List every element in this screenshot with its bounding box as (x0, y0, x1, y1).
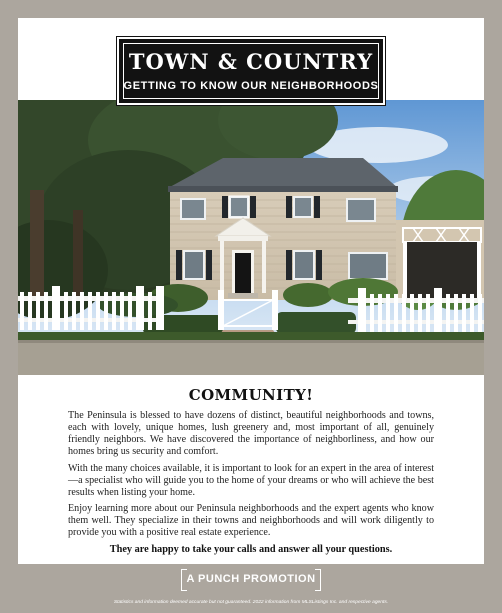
disclaimer: Statistics and information deemed accurate but not guaranteed. 2022 information from MLSListings Inc. and respective agents. (113, 600, 389, 605)
promo-label: A PUNCH PROMOTION (186, 573, 316, 585)
article-heading: COMMUNITY! (188, 386, 314, 404)
masthead-subtitle: GETTING TO KNOW OUR NEIGHBORHOODS (123, 80, 379, 92)
right-bracket-icon (315, 569, 321, 591)
article-paragraph-3: Enjoy learning more about our Peninsula neighborhoods and the expert agents who know them well. They specialize in their towns and neighborhoods and will work diligently to provide you with a positive real estate experience. (68, 503, 434, 539)
masthead (117, 37, 385, 105)
promo-badge (181, 569, 321, 591)
article-paragraph-2: With the many choices available, it is important to look for an expert in the area of interest—a specialist who will guide you to the home of your dreams or who will achieve the best results when listing your home. (68, 463, 434, 499)
masthead-title: TOWN & COUNTRY (128, 49, 374, 74)
house-photo (18, 100, 484, 375)
article-paragraph-1: The Peninsula is blessed to have dozens of distinct, beautiful neighborhoods and towns, each with lovely, unique homes, lush greenery and, most important of all, genuinely friendly neighbors. We have discovered the importance of neighborliness, and how our homes bring us security and comfort. (68, 410, 434, 458)
article-closing: They are happy to take your calls and answer all your questions. (109, 544, 393, 555)
